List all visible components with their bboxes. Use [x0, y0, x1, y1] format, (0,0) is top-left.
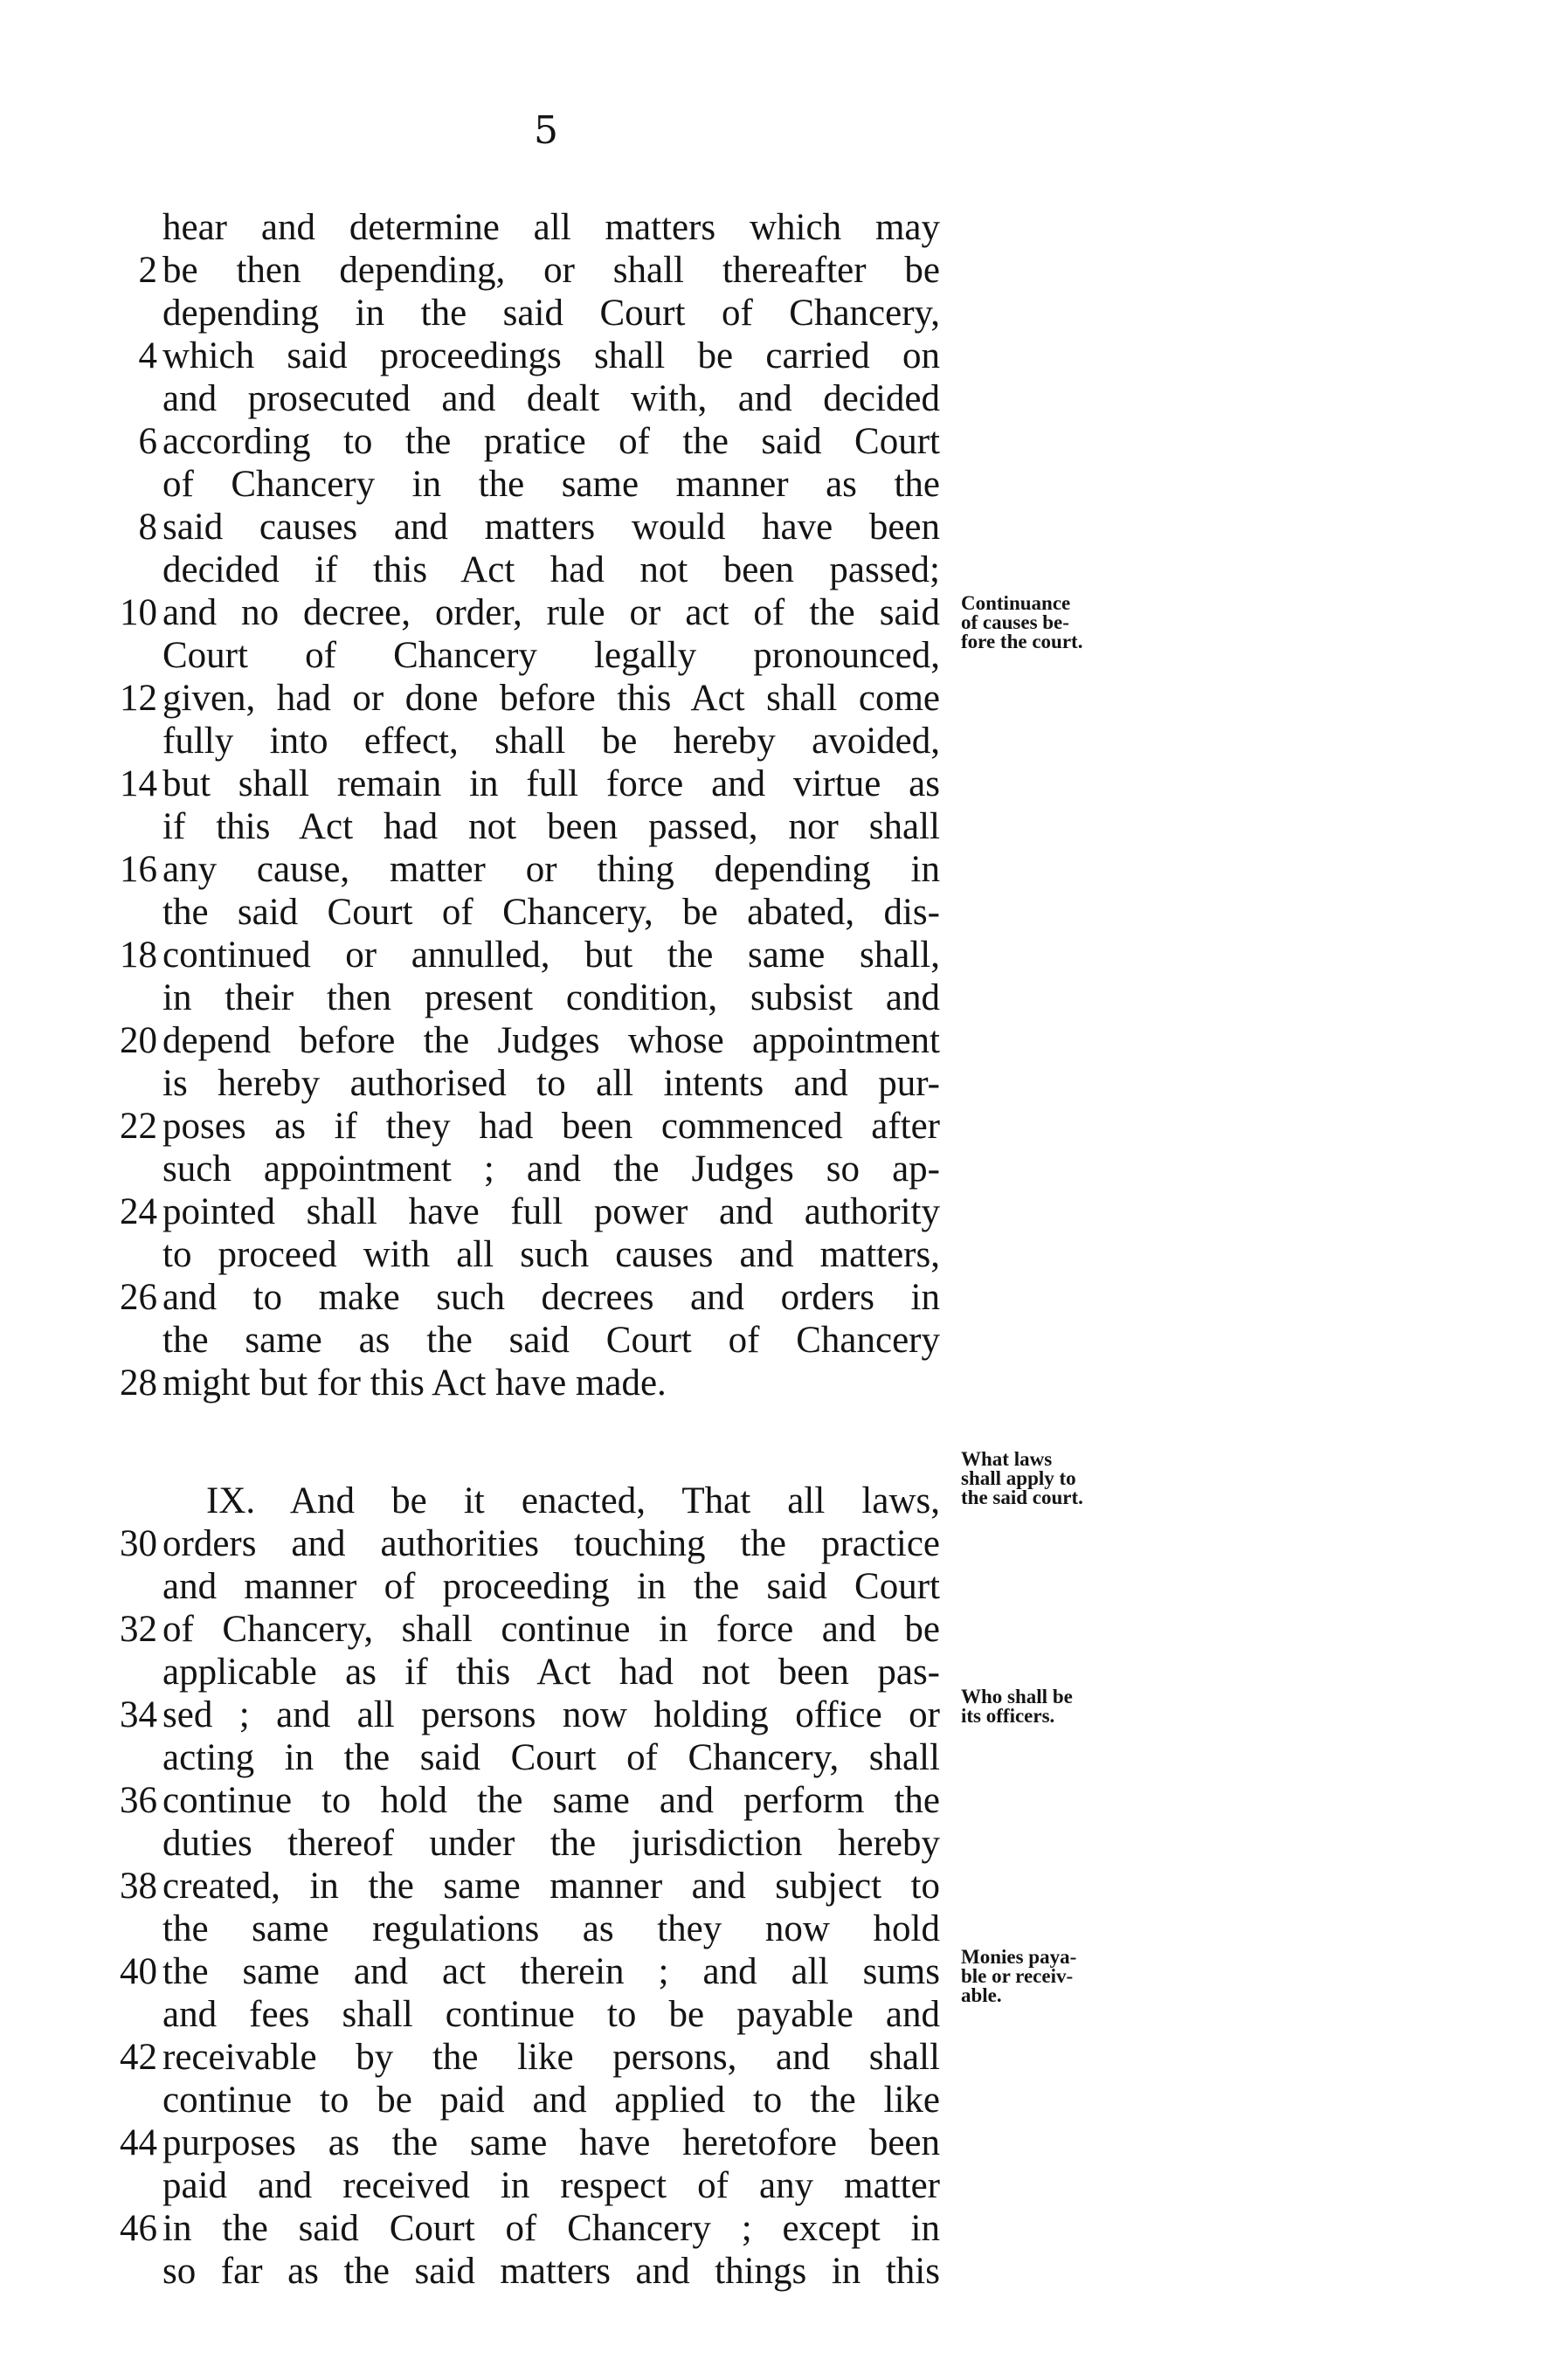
line-text: acting in the said Court of Chancery, shall: [162, 1737, 940, 1778]
line-text: according to the pratice of the said Court: [162, 421, 940, 462]
text-line: [119, 1565, 940, 1608]
line-text: in their then present condition, subsist and: [162, 977, 940, 1018]
line-number: 6: [138, 421, 157, 462]
text-line: [119, 1651, 940, 1694]
line-text: sed ; and all persons now holding office or: [162, 1694, 940, 1735]
margin-note-line: able.: [961, 1984, 1002, 2006]
line-number: 46: [120, 2208, 157, 2249]
line-number: 30: [120, 1523, 157, 1564]
text-line: [119, 805, 940, 848]
line-number: 18: [120, 935, 157, 976]
line-text: fully into effect, shall be hereby avoided,: [162, 721, 940, 762]
line-text: depend before the Judges whose appointment: [162, 1020, 940, 1061]
text-line: [119, 2250, 940, 2293]
margin-note-what-laws: [961, 1450, 1109, 1507]
text-line: [119, 934, 940, 976]
margin-note-line: ble or receiv-: [961, 1965, 1074, 1987]
line-text: orders and authorities touching the practice: [162, 1523, 940, 1564]
line-text: the same and act therein ; and all sums: [162, 1951, 940, 1992]
margin-note-line: Monies paya-: [961, 1946, 1077, 1968]
line-text: so far as the said matters and things in this: [162, 2251, 940, 2292]
text-line: [119, 2036, 940, 2079]
line-text: pointed shall have full power and authority: [162, 1191, 940, 1232]
text-line: [119, 1736, 940, 1779]
line-number: 10: [120, 592, 157, 633]
line-text: of Chancery in the same manner as the: [162, 464, 940, 505]
line-number: 12: [120, 678, 157, 719]
line-text: but shall remain in full force and virtue as: [162, 763, 940, 804]
paragraph-gap: [119, 1404, 940, 1480]
line-text: the said Court of Chancery, be abated, dis-: [162, 892, 940, 933]
margin-note-line: fore the court.: [961, 631, 1083, 652]
line-number: 20: [120, 1020, 157, 1061]
margin-note-monies: [961, 1948, 1109, 2005]
margin-note-line: the said court.: [961, 1487, 1083, 1508]
line-text: continued or annulled, but the same shall,: [162, 935, 940, 976]
line-text: be then depending, or shall thereafter be: [162, 250, 940, 291]
line-number: 26: [120, 1277, 157, 1318]
line-text: the same regulations as they now hold: [162, 1908, 940, 1949]
line-number: 44: [120, 2122, 157, 2163]
line-number: 2: [138, 250, 157, 291]
text-line: [119, 1993, 940, 2036]
margin-note-line: of causes be-: [961, 611, 1069, 633]
text-line: [119, 420, 940, 463]
line-text: and no decree, order, rule or act of the said: [162, 592, 940, 633]
line-number: 38: [120, 1866, 157, 1907]
line-number: 36: [120, 1780, 157, 1821]
line-text: and manner of proceeding in the said Court: [162, 1566, 940, 1607]
text-line: [119, 1950, 940, 1993]
margin-note-line: its officers.: [961, 1705, 1055, 1727]
margin-note-officers: [961, 1687, 1109, 1726]
line-number: 42: [120, 2037, 157, 2078]
line-number: 4: [138, 335, 157, 376]
text-line: [119, 1522, 940, 1565]
line-text: depending in the said Court of Chancery,: [162, 293, 940, 334]
margin-note-line: shall apply to: [961, 1467, 1076, 1489]
line-text: and fees shall continue to be payable and: [162, 1994, 940, 2035]
text-line: [119, 848, 940, 891]
text-line: [119, 1608, 940, 1651]
line-text: created, in the same manner and subject to: [162, 1866, 940, 1907]
text-line: [119, 1480, 940, 1522]
line-text: given, had or done before this Act shall come: [162, 678, 940, 719]
line-text: of Chancery, shall continue in force and be: [162, 1609, 940, 1650]
text-line: [119, 335, 940, 377]
text-line: [119, 1105, 940, 1148]
text-line: [119, 1779, 940, 1822]
text-line: [119, 2164, 940, 2207]
line-number: 8: [138, 507, 157, 548]
text-line: [119, 1907, 940, 1950]
line-number: 40: [120, 1951, 157, 1992]
line-text: decided if this Act had not been passed;: [162, 549, 940, 590]
line-text: receivable by the like persons, and shall: [162, 2037, 940, 2078]
text-line: [119, 634, 940, 677]
text-line: [119, 1148, 940, 1190]
line-number: 34: [120, 1694, 157, 1735]
text-line: [119, 506, 940, 548]
line-number: 24: [120, 1191, 157, 1232]
text-line: [119, 2207, 940, 2250]
line-text: continue to be paid and applied to the like: [162, 2080, 940, 2121]
text-line: [119, 1276, 940, 1319]
line-number: 16: [120, 849, 157, 890]
line-text: said causes and matters would have been: [162, 507, 940, 548]
margin-note-line: What laws: [961, 1448, 1053, 1470]
line-text: any cause, matter or thing depending in: [162, 849, 940, 890]
line-text: continue to hold the same and perform the: [162, 1780, 940, 1821]
line-text: and to make such decrees and orders in: [162, 1277, 940, 1318]
text-line: [119, 1822, 940, 1865]
line-text: applicable as if this Act had not been pas-: [162, 1652, 940, 1693]
margin-note-line: Continuance: [961, 592, 1071, 614]
text-line: [119, 1865, 940, 1907]
line-text: which said proceedings shall be carried on: [162, 335, 940, 376]
line-number: 22: [120, 1106, 157, 1147]
line-number: 28: [120, 1362, 157, 1404]
line-text: and prosecuted and dealt with, and decided: [162, 378, 940, 419]
line-text: to proceed with all such causes and matters,: [162, 1234, 940, 1275]
text-line: [119, 1190, 940, 1233]
text-line: [119, 720, 940, 762]
text-line: [119, 206, 940, 249]
page-number: 5: [534, 108, 558, 153]
line-text: paid and received in respect of any matter: [162, 2165, 940, 2206]
text-line: [119, 249, 940, 292]
line-text: might but for this Act have made.: [162, 1362, 667, 1404]
text-line: [119, 2079, 940, 2121]
text-line: [119, 463, 940, 506]
line-text: in the said Court of Chancery ; except in: [162, 2208, 940, 2249]
text-line: [119, 1362, 940, 1404]
margin-note-continuance: [961, 594, 1109, 652]
line-number: 32: [120, 1609, 157, 1650]
text-line: [119, 1694, 940, 1736]
text-line: [119, 1233, 940, 1276]
text-line: [119, 1062, 940, 1105]
text-line: [119, 1319, 940, 1362]
line-text: duties thereof under the jurisdiction hereby: [162, 1823, 940, 1864]
line-text: is hereby authorised to all intents and pur-: [162, 1063, 940, 1104]
margin-note-line: Who shall be: [961, 1686, 1073, 1707]
line-text: the same as the said Court of Chancery: [162, 1320, 940, 1361]
text-line: [119, 976, 940, 1019]
text-line: [119, 2121, 940, 2164]
line-number: 14: [120, 763, 157, 804]
text-line: [119, 591, 940, 634]
body-text: [119, 206, 940, 2293]
line-text: hear and determine all matters which may: [162, 207, 940, 248]
line-text: IX. And be it enacted, That all laws,: [206, 1480, 940, 1521]
line-text: poses as if they had been commenced after: [162, 1106, 940, 1147]
text-line: [119, 1019, 940, 1062]
text-line: [119, 548, 940, 591]
text-line: [119, 762, 940, 805]
line-text: if this Act had not been passed, nor shall: [162, 806, 940, 847]
line-text: Court of Chancery legally pronounced,: [162, 635, 940, 676]
text-line: [119, 377, 940, 420]
text-line: [119, 891, 940, 934]
text-line: [119, 292, 940, 335]
text-line: [119, 677, 940, 720]
line-text: purposes as the same have heretofore been: [162, 2122, 940, 2163]
line-text: such appointment ; and the Judges so ap-: [162, 1149, 940, 1190]
